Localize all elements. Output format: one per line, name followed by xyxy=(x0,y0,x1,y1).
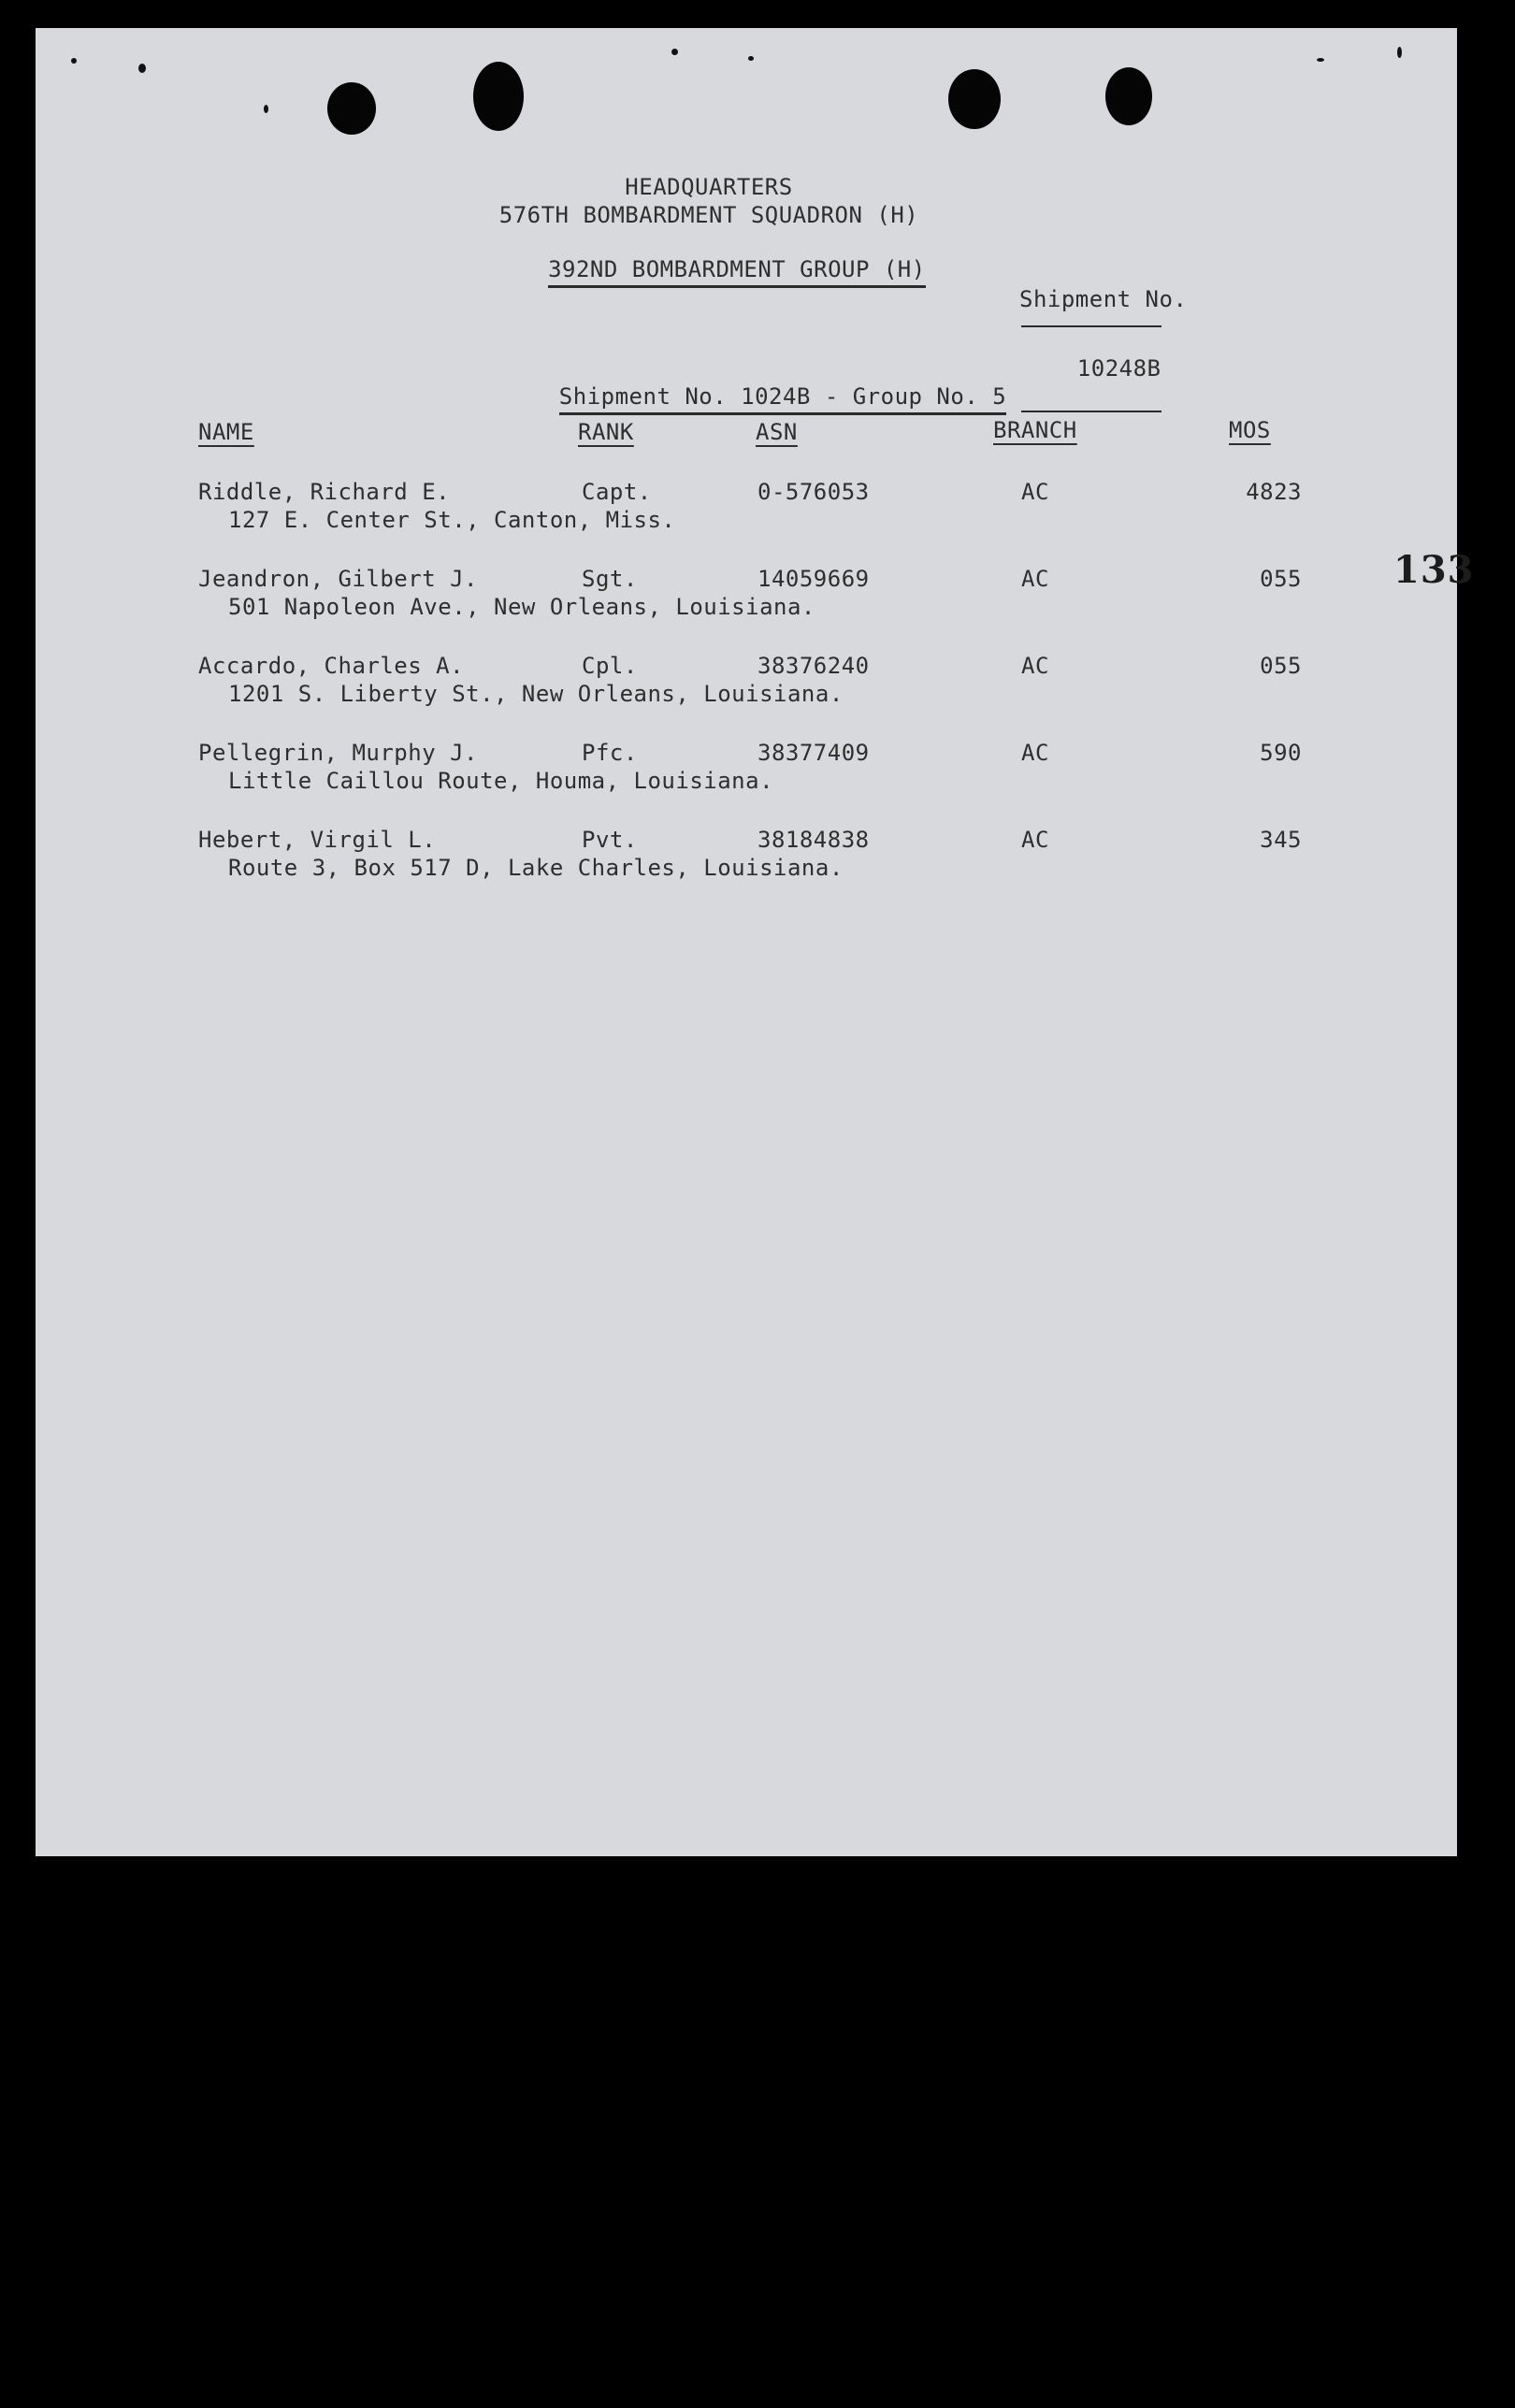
list-item xyxy=(198,479,1320,544)
entry-address: 1201 S. Liberty St., New Orleans, Louisiana. xyxy=(228,681,844,707)
column-header-branch: BRANCH xyxy=(993,417,1077,443)
shipment-number-text: 10248B xyxy=(1076,355,1162,382)
entry-address: Route 3, Box 517 D, Lake Charles, Louisiana. xyxy=(228,855,844,881)
entry-address: Little Caillou Route, Houma, Louisiana. xyxy=(228,768,774,794)
entry-asn: 14059669 xyxy=(758,566,870,592)
header-line-2: 576TH BOMBARDMENT SQUADRON (H) xyxy=(498,202,919,228)
speck xyxy=(1317,58,1324,62)
shipment-label: Shipment No. xyxy=(1019,286,1188,312)
column-header-rank: RANK xyxy=(578,419,634,445)
entry-asn: 38184838 xyxy=(758,827,870,853)
entry-mos: 055 xyxy=(1260,653,1302,679)
column-header-name: NAME xyxy=(198,419,254,445)
entry-name: Pellegrin, Murphy J. xyxy=(198,740,478,766)
entry-name: Hebert, Virgil L. xyxy=(198,827,437,853)
entry-branch: AC xyxy=(1021,566,1049,592)
entry-rank: Sgt. xyxy=(582,566,638,592)
entry-asn: 38377409 xyxy=(758,740,870,766)
page-number-stamp: 133 xyxy=(1393,548,1475,592)
entry-address: 501 Napoleon Ave., New Orleans, Louisiana. xyxy=(228,594,815,620)
speck xyxy=(264,105,268,113)
header-line-3 xyxy=(475,230,943,309)
punch-hole xyxy=(473,62,524,131)
speck xyxy=(671,49,678,55)
entry-rank: Capt. xyxy=(582,479,652,505)
entry-branch: AC xyxy=(1021,653,1049,679)
column-header-asn: ASN xyxy=(756,419,798,445)
entry-mos: 4823 xyxy=(1246,479,1302,505)
header-line-1: HEADQUARTERS xyxy=(625,174,793,200)
entry-rank: Pfc. xyxy=(582,740,638,766)
entry-name: Riddle, Richard E. xyxy=(198,479,451,505)
entry-branch: AC xyxy=(1021,740,1049,766)
punch-hole xyxy=(948,69,1001,129)
shipment-number xyxy=(1021,325,1162,412)
document-page xyxy=(36,28,1475,1856)
speck xyxy=(1397,47,1402,58)
list-item xyxy=(198,740,1320,805)
entry-name: Accardo, Charles A. xyxy=(198,653,465,679)
entry-asn: 0-576053 xyxy=(758,479,870,505)
speck xyxy=(748,56,754,61)
speck xyxy=(71,58,77,64)
entry-mos: 055 xyxy=(1260,566,1302,592)
column-header-mos: MOS xyxy=(1229,417,1271,443)
entry-name: Jeandron, Gilbert J. xyxy=(198,566,478,592)
punch-hole xyxy=(1105,67,1152,125)
entry-rank: Pvt. xyxy=(582,827,638,853)
punch-hole xyxy=(327,82,376,135)
entry-mos: 590 xyxy=(1260,740,1302,766)
header-line-3-text: 392ND BOMBARDMENT GROUP (H) xyxy=(548,256,926,288)
entry-asn: 38376240 xyxy=(758,653,870,679)
entry-mos: 345 xyxy=(1260,827,1302,853)
entry-branch: AC xyxy=(1021,827,1049,853)
list-item xyxy=(198,653,1320,718)
list-item xyxy=(198,566,1320,631)
subtitle-text: Shipment No. 1024B - Group No. 5 xyxy=(559,383,1006,415)
entry-rank: Cpl. xyxy=(582,653,638,679)
entry-branch: AC xyxy=(1021,479,1049,505)
speck xyxy=(138,64,146,73)
list-item xyxy=(198,827,1320,892)
entry-address: 127 E. Center St., Canton, Miss. xyxy=(228,507,676,533)
